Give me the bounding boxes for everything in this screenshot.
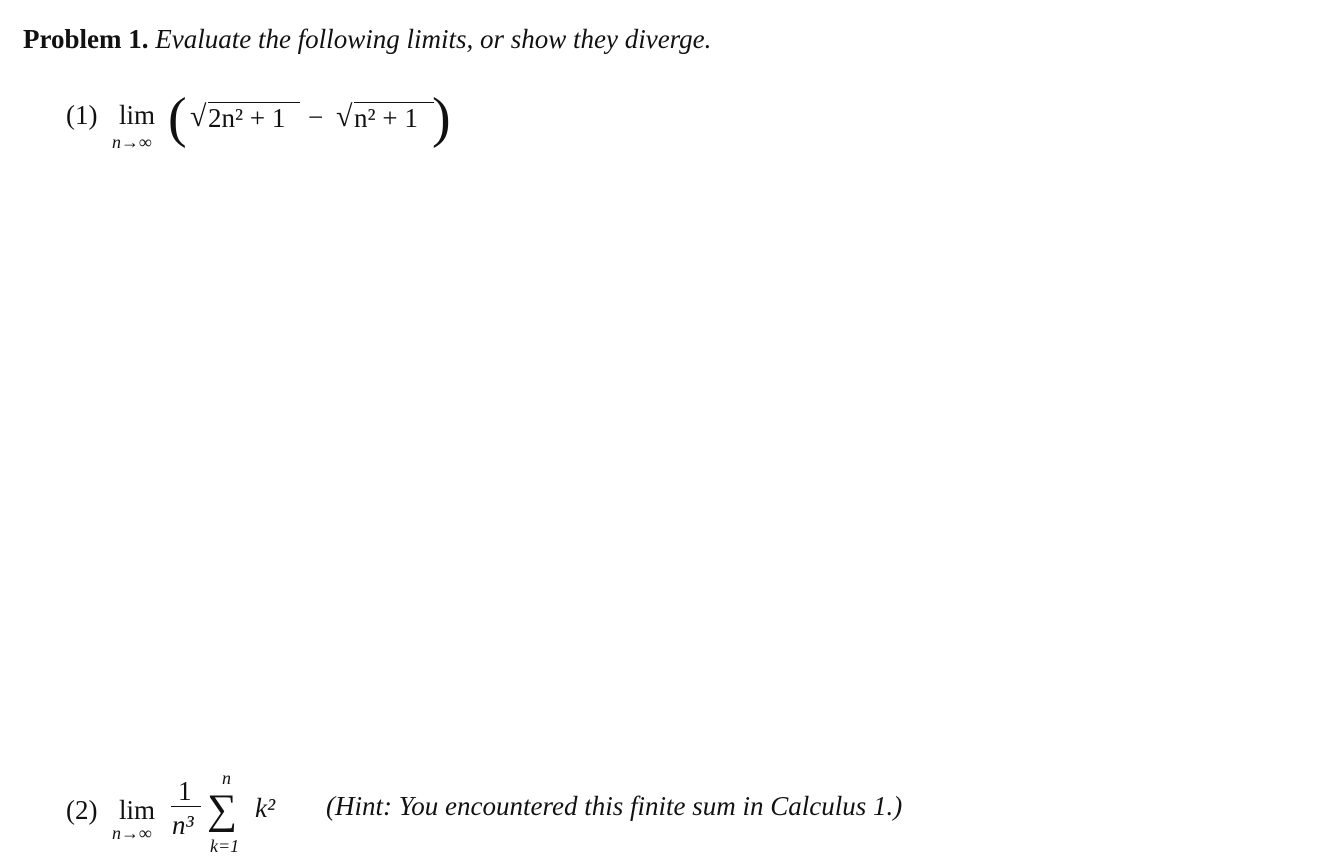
lim-subscript-2: n→∞ <box>112 823 152 843</box>
problem-instruction: Evaluate the following limits, or show they diverge. <box>155 24 712 54</box>
minus-sign: − <box>308 102 324 132</box>
right-paren: ) <box>432 87 451 149</box>
sum-upper-limit: n <box>222 768 231 788</box>
radicand-1: 2n² + 1 <box>208 102 300 132</box>
summation-sigma: ∑ <box>207 787 237 833</box>
sqrt-symbol-1: √ <box>190 100 207 133</box>
lim-operator-1: lim <box>119 100 156 130</box>
sum-lower-limit: k=1 <box>210 836 240 856</box>
problem-label: Problem 1. <box>23 24 149 54</box>
item-number-2: (2) <box>66 795 98 825</box>
summand: k² <box>255 793 276 823</box>
lim-operator-2: lim <box>119 795 156 825</box>
fraction-numerator: 1 <box>178 776 192 806</box>
problem-heading <box>23 24 711 55</box>
item-number-1: (1) <box>66 100 98 130</box>
sqrt-symbol-2: √ <box>336 100 353 133</box>
left-paren: ( <box>168 87 187 149</box>
hint-text: (Hint: You encountered this finite sum in Calculus 1.) <box>326 791 903 821</box>
fraction-bar <box>171 806 201 807</box>
radicand-2: n² + 1 <box>354 102 434 132</box>
fraction-denominator: n³ <box>172 810 194 840</box>
lim-subscript-1: n→∞ <box>112 132 152 152</box>
